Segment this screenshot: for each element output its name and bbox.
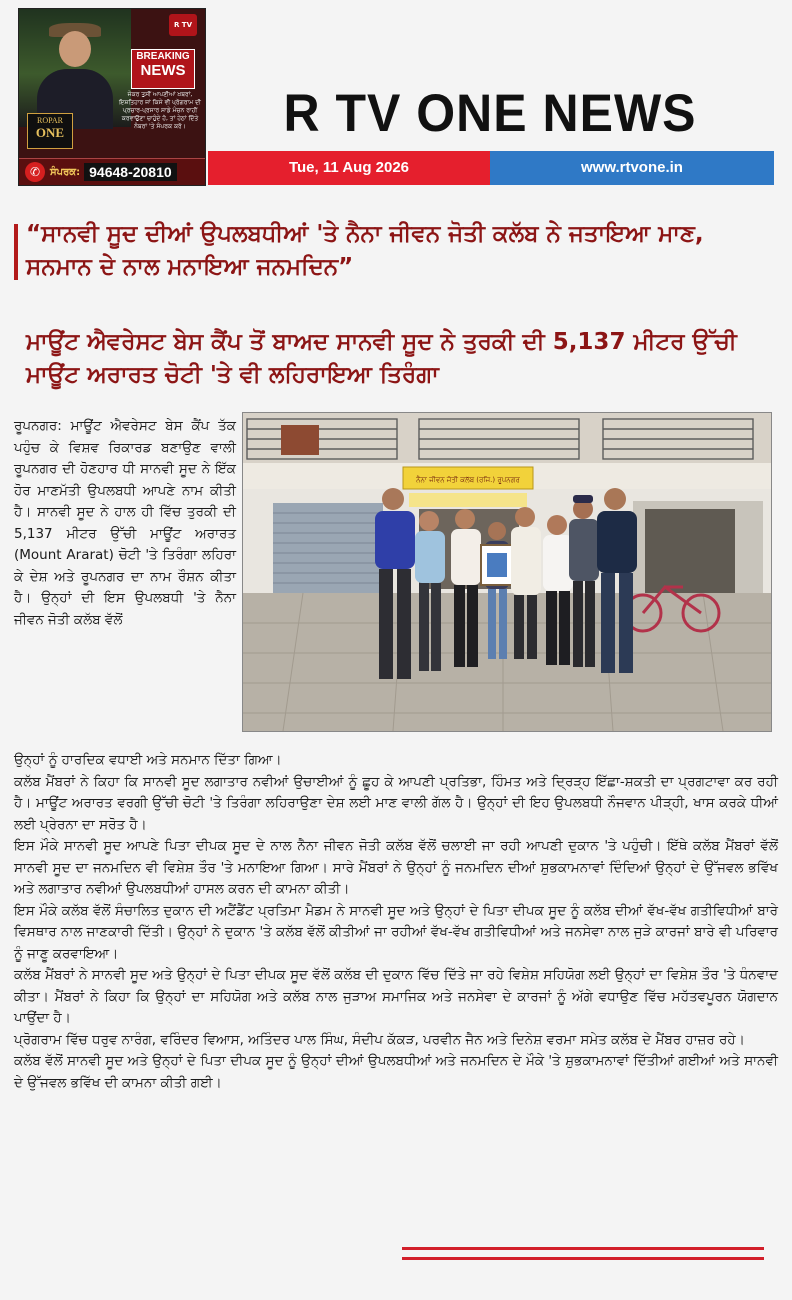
channel-badge: R TV bbox=[169, 14, 197, 36]
article-paragraph: ਇਸ ਮੌਕੇ ਸਾਨਵੀ ਸੂਦ ਆਪਣੇ ਪਿਤਾ ਦੀਪਕ ਸੂਦ ਦੇ ਨਾਲ ਨੈਨਾ ਜੀਵਨ ਜੋਤੀ ਕਲੱਬ ਵੱਲੋਂ ਚਲਾਈ ਜਾ ਰਹੀ ਆਪਣੀ ਦੁਕਾਨ 'ਤੇ ਪਹੁੰਚੀ। ਇੱਥੇ ਕਲੱਬ ਮੈਂਬਰਾਂ ਵੱਲੋਂ ਸਾਨਵੀ ਸੂਦ ਦਾ ਜਨਮਦਿਨ ਵੀ ਵਿਸ਼ੇਸ਼ ਤੌਰ 'ਤੇ ਮਨਾਇਆ ਗਿਆ। ਸਾਰੇ ਮੈਂਬਰਾਂ ਨੇ ਉਨ੍ਹਾਂ ਨੂੰ ਜਨਮਦਿਨ ਦੀਆਂ ਸ਼ੁਭਕਾਮਨਾਵਾਂ ਦਿੰਦਿਆਂ ਉਨ੍ਹਾਂ ਦੇ ਉੱਜਵਲ ਭਵਿੱਖ ਅਤੇ ਲਗਾਤਾਰ ਨਵੀਆਂ ਉਪਲਬਧੀਆਂ ਹਾਸਲ ਕਰਨ ਦੀ ਕਾਮਨਾ ਕੀਤੀ। bbox=[14, 838, 778, 897]
footer-rule bbox=[402, 1257, 764, 1260]
article-paragraph: ਕਲੱਬ ਵੱਲੋਂ ਸਾਨਵੀ ਸੂਦ ਅਤੇ ਉਨ੍ਹਾਂ ਦੇ ਪਿਤਾ ਦੀਪਕ ਸੂਦ ਨੂੰ ਉਨ੍ਹਾਂ ਦੀਆਂ ਉਪਲਬਧੀਆਂ ਅਤੇ ਜਨਮਦਿਨ ਦੇ ਮੌਕੇ 'ਤੇ ਸ਼ੁਭਕਾਮਨਾਵਾਂ ਦਿੱਤੀਆਂ ਗਈਆਂ ਅਤੇ ਸਾਨਵੀ ਦੇ ਉੱਜਵਲ ਭਵਿੱਖ ਦੀ ਕਾਮਨਾ ਕੀਤੀ ਗਈ। bbox=[14, 1053, 778, 1091]
article-paragraph: ਕਲੱਬ ਮੈਂਬਰਾਂ ਨੇ ਸਾਨਵੀ ਸੂਦ ਅਤੇ ਉਨ੍ਹਾਂ ਦੇ ਪਿਤਾ ਦੀਪਕ ਸੂਦ ਵੱਲੋਂ ਕਲੱਬ ਦੀ ਦੁਕਾਨ ਵਿੱਚ ਦਿੱਤੇ ਜਾ ਰਹੇ ਵਿਸ਼ੇਸ਼ ਸਹਿਯੋਗ ਲਈ ਉਨ੍ਹਾਂ ਦਾ ਵਿਸ਼ੇਸ਼ ਤੌਰ 'ਤੇ ਧੰਨਵਾਦ ਕੀਤਾ। ਮੈਂਬਰਾਂ ਨੇ ਕਿਹਾ ਕਿ ਉਨ੍ਹਾਂ ਦਾ ਸਹਿਯੋਗ ਅਤੇ ਕਲੱਬ ਨਾਲ ਜੁੜਾਅ ਸਮਾਜਿਕ ਅਤੇ ਜਨਸੇਵਾ ਦੇ ਕਾਰਜਾਂ ਨੂੰ ਅੱਗੇ ਵਧਾਉਣ ਵਿੱਚ ਮਹੱਤਵਪੂਰਨ ਯੋਗਦਾਨ ਪਾਉਂਦਾ ਹੈ। bbox=[14, 967, 778, 1026]
shop-sign-text: ਨੈਨਾ ਜੀਵਨ ਜੋਤੀ ਕਲੱਬ (ਰਜਿ.) ਰੂਪਨਗਰ bbox=[416, 476, 520, 484]
news-photo bbox=[242, 412, 772, 732]
lead-paragraph: ਰੂਪਨਗਰ: ਮਾਊਂਟ ਐਵਰੇਸਟ ਬੇਸ ਕੈਂਪ ਤੱਕ ਪਹੁੰਚ ਕੇ ਵਿਸ਼ਵ ਰਿਕਾਰਡ ਬਣਾਉਣ ਵਾਲੀ ਰੂਪਨਗਰ ਦੀ ਹੋਣਹਾਰ ਧੀ ਸਾਨਵੀ ਸੂਦ ਨੇ ਇੱਕ ਹੋਰ ਮਾਣਮੱਤੀ ਉਪਲਬਧੀ ਆਪਣੇ ਨਾਮ ਕੀਤੀ ਹੈ। ਸਾਨਵੀ ਸੂਦ ਨੇ ਹਾਲ ਹੀ ਵਿੱਚ ਤੁਰਕੀ ਦੀ 5,137 ਮੀਟਰ ਉੱਚੀ ਮਾਊਂਟ ਅਰਾਰਤ (Mount Ararat) ਚੋਟੀ 'ਤੇ ਤਿਰੰਗਾ ਲਹਿਰਾ ਕੇ ਦੇਸ਼ ਅਤੇ ਰੂਪਨਗਰ ਦਾ ਨਾਮ ਰੌਸ਼ਨ ਕੀਤਾ ਹੈ। ਉਨ੍ਹਾਂ ਦੀ ਇਸ ਉਪਲਬਧੀ 'ਤੇ ਨੈਨਾ ਜੀਵਨ ਜੋਤੀ ਕਲੱਬ ਵੱਲੋਂ bbox=[14, 418, 236, 628]
phone-icon: ✆ bbox=[25, 162, 45, 182]
news-label: NEWS bbox=[140, 61, 186, 79]
article-body bbox=[14, 750, 778, 1094]
contact-label: ਸੰਪਰਕ: bbox=[50, 166, 81, 178]
footer-rule bbox=[402, 1247, 764, 1250]
main-headline: “ਸਾਨਵੀ ਸੂਦ ਦੀਆਂ ਉਪਲਬਧੀਆਂ 'ਤੇ ਨੈਨਾ ਜੀਵਨ ਜੋਤੀ ਕਲੱਬ ਨੇ ਜਤਾਇਆ ਮਾਣ, ਸਨਮਾਨ ਦੇ ਨਾਲ ਮਨਾਇਆ ਜਨਮਦਿਨ” bbox=[26, 221, 704, 281]
headline-accent-bar bbox=[14, 224, 18, 280]
ropar-one-logo: ROPAR ONE bbox=[27, 113, 73, 149]
website-link[interactable]: www.rtvone.in bbox=[490, 151, 774, 185]
masthead-title: R TV ONE NEWS bbox=[283, 83, 697, 143]
news-photo-illustration bbox=[243, 413, 771, 731]
contact-advertisement bbox=[18, 8, 206, 186]
article-paragraph: ਕਲੱਬ ਮੈਂਬਰਾਂ ਨੇ ਕਿਹਾ ਕਿ ਸਾਨਵੀ ਸੂਦ ਲਗਾਤਾਰ ਨਵੀਆਂ ਉਚਾਈਆਂ ਨੂੰ ਛੂਹ ਕੇ ਆਪਣੀ ਪ੍ਰਤਿਭਾ, ਹਿੰਮਤ ਅਤੇ ਦ੍ਰਿੜ੍ਹ ਇੱਛਾ-ਸ਼ਕਤੀ ਦਾ ਪ੍ਰਗਟਾਵਾ ਕਰ ਰਹੀ ਹੈ। ਮਾਊਂਟ ਅਰਾਰਤ ਵਰਗੀ ਉੱਚੀ ਚੋਟੀ 'ਤੇ ਤਿਰੰਗਾ ਲਹਿਰਾਉਣਾ ਦੇਸ਼ ਲਈ ਮਾਣ ਵਾਲੀ ਗੱਲ ਹੈ। ਉਨ੍ਹਾਂ ਦੀ ਇਹ ਉਪਲਬਧੀ ਨੌਜਵਾਨ ਪੀੜ੍ਹੀ, ਖਾਸ ਕਰਕੇ ਧੀਆਂ ਲਈ ਪ੍ਰੇਰਨਾ ਦਾ ਸਰੋਤ ਹੈ। bbox=[14, 773, 778, 833]
breaking-news-badge bbox=[131, 49, 195, 89]
article-paragraph: ਪ੍ਰੋਗਰਾਮ ਵਿੱਚ ਧਰੁਵ ਨਾਰੰਗ, ਵਰਿੰਦਰ ਵਿਆਸ, ਅਤਿੰਦਰ ਪਾਲ ਸਿੰਘ, ਸੰਦੀਪ ਕੱਕੜ, ਪਰਵੀਨ ਜੈਨ ਅਤੇ ਦਿਨੇਸ਼ ਵਰਮਾ ਸਮੇਤ ਕਲੱਬ ਦੇ ਮੈਂਬਰ ਹਾਜ਼ਰ ਰਹੇ। bbox=[14, 1031, 745, 1048]
ad-contact-strip bbox=[19, 158, 205, 185]
presenter-photo bbox=[19, 9, 131, 127]
ad-promo-text: ਜੇਕਰ ਤੁਸੀਂ ਆਪਣੀਆਂ ਖ਼ਬਰਾਂ, ਇਸ਼ਤਿਹਾਰ ਜਾਂ ਕਿਸੇ ਵੀ ਪ੍ਰੋਗਰਾਮ ਦੀ ਪ੍ਰਚਾਰ-ਪ੍ਰਸਾਰ ਸਾਡੇ ਮੰਚਨ ਰਾਹੀਂ ਕਰਵਾਉਣਾ ਚਾਹੁੰਦੇ ਹੋ, ਤਾਂ ਹੇਠਾਂ ਦਿੱਤੇ ਨੰਬਰਾਂ 'ਤੇ ਸੰਪਰਕ ਕਰੋ। bbox=[119, 91, 201, 131]
contact-phone: 94648-20810 bbox=[84, 163, 177, 181]
lead-continuation: ਉਨ੍ਹਾਂ ਨੂੰ ਹਾਰਦਿਕ ਵਧਾਈ ਅਤੇ ਸਨਮਾਨ ਦਿੱਤਾ ਗਿਆ। bbox=[14, 752, 282, 768]
breaking-label: BREAKING bbox=[136, 51, 190, 62]
sub-headline: ਮਾਊਂਟ ਐਵਰੇਸਟ ਬੇਸ ਕੈਂਪ ਤੋਂ ਬਾਅਦ ਸਾਨਵੀ ਸੂਦ ਨੇ ਤੁਰਕੀ ਦੀ 5,137 ਮੀਟਰ ਉੱਚੀ ਮਾਊਂਟ ਅਰਾਰਤ ਚੋਟੀ 'ਤੇ ਵੀ ਲਹਿਰਾਇਆ ਤਿਰੰਗਾ bbox=[26, 329, 737, 389]
article-paragraph: ਇਸ ਮੌਕੇ ਕਲੱਬ ਵੱਲੋਂ ਸੰਚਾਲਿਤ ਦੁਕਾਨ ਦੀ ਅਟੈਂਡੈਂਟ ਪ੍ਰਤਿਮਾ ਮੈਡਮ ਨੇ ਸਾਨਵੀ ਸੂਦ ਅਤੇ ਉਨ੍ਹਾਂ ਦੇ ਪਿਤਾ ਦੀਪਕ ਸੂਦ ਨੂੰ ਕਲੱਬ ਦੀਆਂ ਵੱਖ-ਵੱਖ ਗਤੀਵਿਧੀਆਂ ਬਾਰੇ ਵਿਸਥਾਰ ਨਾਲ ਜਾਣਕਾਰੀ ਦਿੱਤੀ। ਉਨ੍ਹਾਂ ਨੇ ਦੁਕਾਨ 'ਤੇ ਕਲੱਬ ਵੱਲੋਂ ਕੀਤੀਆਂ ਜਾ ਰਹੀਆਂ ਵੱਖ-ਵੱਖ ਗਤੀਵਿਧੀਆਂ ਅਤੇ ਜਨਸੇਵਾ ਨਾਲ ਜੁੜੇ ਕਾਰਜਾਂ ਬਾਰੇ ਵੀ ਪਰਿਵਾਰ ਨੂੰ ਜਾਣੂ ਕਰਵਾਇਆ। bbox=[14, 902, 778, 962]
date-bar: Tue, 11 Aug 2026 bbox=[208, 151, 490, 185]
